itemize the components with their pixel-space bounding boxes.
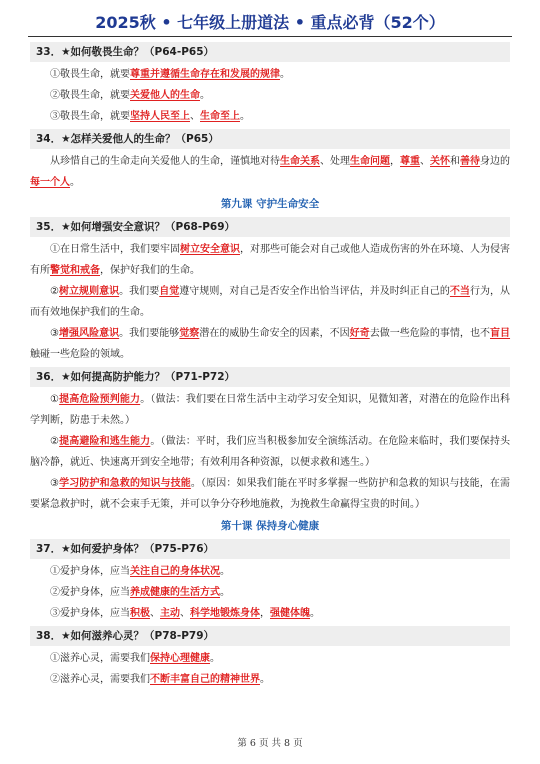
answer-text: ①敬畏生命，就要 — [50, 69, 130, 80]
answer-text: 触碰一些危险的领域。 — [30, 349, 130, 360]
question-heading: 36．★如何提高防护能力？（P71-P72） — [30, 367, 510, 387]
key-phrase: 养成健康的生活方式 — [130, 587, 220, 598]
page-header-title: 2025秋 • 七年级上册道法 • 重点必背（52个） — [95, 13, 445, 32]
key-phrase: 自觉 — [159, 286, 180, 297]
answer-text: ， — [260, 608, 270, 619]
key-phrase: 觉察 — [179, 328, 200, 339]
answer-text: 身边的 — [480, 156, 510, 167]
answer-text: 行为，从而有效地保护我们的生命。 — [30, 286, 511, 318]
key-phrase: 尊重 — [400, 156, 420, 167]
question-heading: 35．★如何增强安全意识？（P68-P69） — [30, 217, 510, 237]
answer-text: ③爱护身体，应当 — [50, 608, 130, 619]
question-heading: 34．★怎样关爱他人的生命？（P65） — [30, 129, 510, 149]
answer-text: 、 — [150, 608, 160, 619]
question-heading: 38．★如何滋养心灵？（P78-P79） — [30, 626, 510, 646]
answer-text: ③ — [50, 478, 60, 489]
answer-paragraph — [30, 603, 510, 624]
answer-text: 。 — [70, 177, 80, 188]
answer-paragraph — [30, 648, 510, 669]
answer-paragraph — [30, 106, 510, 127]
key-phrase: 关怀 — [430, 156, 450, 167]
key-phrase: 关爱他人的生命 — [130, 90, 200, 101]
answer-paragraph — [30, 582, 510, 603]
answer-paragraph — [30, 281, 510, 323]
key-phrase: 警觉和戒备 — [50, 265, 100, 276]
header-divider — [28, 36, 512, 37]
answer-text: 。 — [310, 608, 320, 619]
key-phrase: 生命关系 — [280, 156, 320, 167]
question-heading: 37．★如何爱护身体？（P75-P76） — [30, 539, 510, 559]
answer-paragraph — [30, 239, 510, 281]
answer-paragraph — [30, 431, 510, 473]
answer-text: 和 — [450, 156, 460, 167]
key-phrase: 提高危险预判能力 — [59, 394, 141, 405]
answer-text: ，对那些可能会对自己或他人造成伤害的外在环境、人为侵害有所 — [30, 244, 510, 276]
key-phrase: 增强风险意识 — [59, 328, 120, 339]
key-phrase: 每一个人 — [30, 177, 70, 188]
answer-text: 、 — [420, 156, 430, 167]
key-phrase: 主动 — [160, 608, 180, 619]
answer-paragraph — [30, 323, 510, 365]
answer-text: ② — [50, 286, 59, 297]
answer-text: 。 — [240, 111, 250, 122]
answer-text: 、 — [180, 608, 190, 619]
key-phrase: 善待 — [460, 156, 480, 167]
answer-paragraph — [30, 561, 510, 582]
answer-text: ②敬畏生命，就要 — [50, 90, 130, 101]
key-phrase: 不断丰富自己的精神世界 — [150, 674, 260, 685]
question-heading: 33．★如何敬畏生命？（P64-P65） — [30, 42, 510, 62]
answer-text: 。（做法：平时，我们应当积极参加安全演练活动。在危险来临时，我们要保持头脑冷静，就近、快速离开到安全地带；有效利用各种资源，以便求救和逃生。） — [30, 436, 511, 468]
answer-paragraph — [30, 473, 510, 515]
answer-text: ② — [50, 436, 60, 447]
answer-text: 从珍惜自己的生命走向关爱他人的生命，谨慎地对待 — [50, 156, 280, 167]
answer-text: 潜在的威胁生命安全的因素，不因 — [199, 328, 350, 339]
key-phrase: 保持心理健康 — [150, 653, 210, 664]
answer-text: 。（原因：如果我们能在平时多掌握一些防护和急救的知识与技能，在需要紧急救护时，就不会束手无策，并可以争分夺秒地施救，为挽救生命赢得宝贵的时间。） — [30, 478, 511, 510]
key-phrase: 生命至上 — [200, 111, 240, 122]
answer-paragraph — [30, 669, 510, 690]
key-phrase: 学习防护和急救的知识与技能 — [59, 478, 191, 489]
key-phrase: 尊重并遵循生命存在和发展的规律 — [130, 69, 280, 80]
key-phrase: 提高避险和逃生能力 — [59, 436, 151, 447]
answer-text: ②滋养心灵，需要我们 — [50, 674, 150, 685]
page-footer: 第 6 页 共 8 页 — [237, 738, 303, 749]
answer-paragraph — [30, 85, 510, 106]
answer-text: ①滋养心灵，需要我们 — [50, 653, 150, 664]
key-phrase: 生命问题 — [350, 156, 390, 167]
answer-text: 、处理 — [320, 156, 350, 167]
answer-text: ， — [390, 156, 400, 167]
answer-text: 遵守规则，对自己是否安全作出恰当评估，并及时纠正自己的 — [179, 286, 450, 297]
key-phrase: 盲目 — [490, 328, 511, 339]
lesson-heading: 第九课 守护生命安全 — [220, 198, 320, 210]
key-phrase: 坚持人民至上 — [130, 111, 190, 122]
answer-paragraph — [30, 389, 510, 431]
key-phrase: 不当 — [449, 286, 470, 297]
answer-paragraph — [30, 64, 510, 85]
answer-text: 。 — [220, 587, 230, 598]
answer-text: 。我们要 — [119, 286, 160, 297]
answer-text: 去做一些危险的事情，也不 — [369, 328, 490, 339]
answer-text: 。 — [200, 90, 210, 101]
lesson-heading: 第十课 保持身心健康 — [220, 520, 320, 532]
key-phrase: 科学地锻炼身体 — [190, 608, 260, 619]
answer-text: ①爱护身体，应当 — [50, 566, 130, 577]
answer-text: ① — [50, 394, 60, 405]
document-body — [30, 40, 510, 690]
answer-text: 。我们要能够 — [119, 328, 180, 339]
answer-text: 。 — [210, 653, 220, 664]
answer-text: 。 — [280, 69, 290, 80]
answer-text: 。 — [260, 674, 270, 685]
answer-text: 。（做法：我们要在日常生活中主动学习安全知识，见微知著，对潜在的危险作出科学判断，防患于未然。） — [30, 394, 511, 426]
answer-text: ②爱护身体，应当 — [50, 587, 130, 598]
answer-paragraph — [30, 151, 510, 193]
answer-text: ③ — [50, 328, 59, 339]
key-phrase: 积极 — [130, 608, 150, 619]
key-phrase: 树立安全意识 — [180, 244, 240, 255]
answer-text: ①在日常生活中，我们要牢固 — [50, 244, 180, 255]
answer-text: 。 — [220, 566, 230, 577]
answer-text: ③敬畏生命，就要 — [50, 111, 130, 122]
key-phrase: 强健体魄 — [270, 608, 310, 619]
key-phrase: 关注自己的身体状况 — [130, 566, 220, 577]
answer-text: ，保护好我们的生命。 — [100, 265, 200, 276]
key-phrase: 好奇 — [349, 328, 370, 339]
answer-text: 、 — [190, 111, 200, 122]
key-phrase: 树立规则意识 — [59, 286, 120, 297]
